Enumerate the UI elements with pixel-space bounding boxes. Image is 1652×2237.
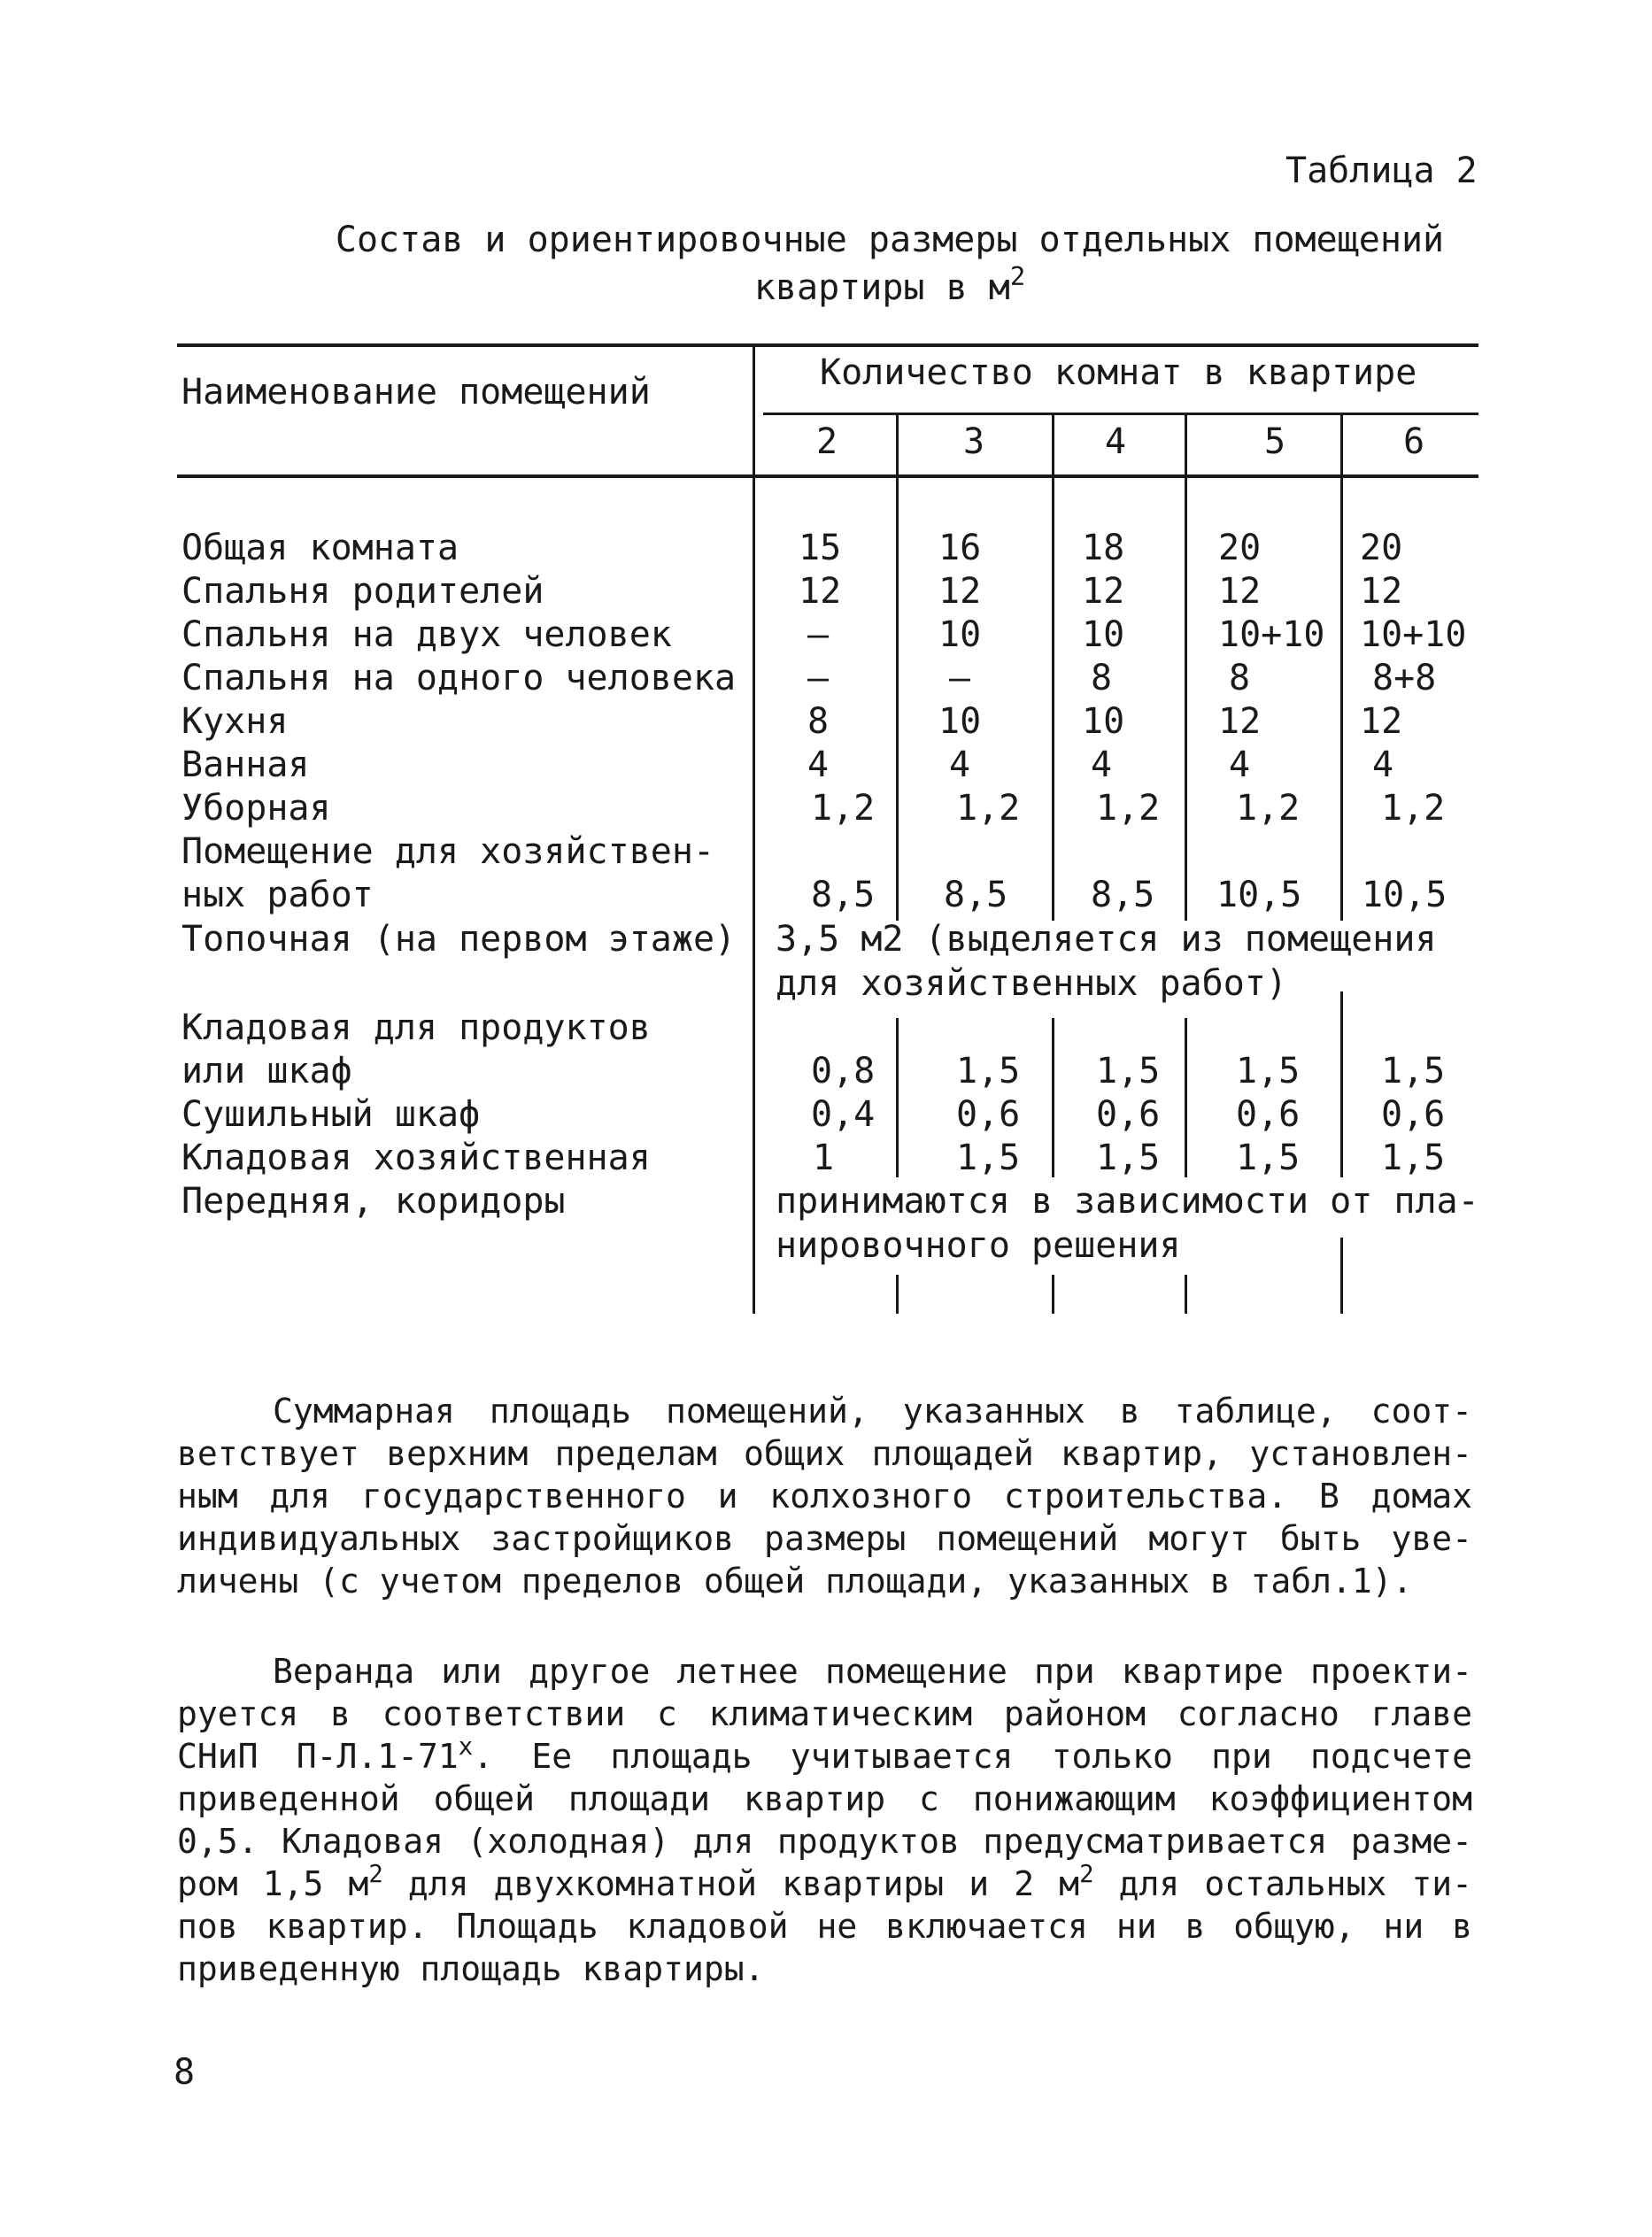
cell-9-5: 1,5 (1236, 1051, 1301, 1092)
header-col-3: 3 (963, 421, 985, 462)
row-note-8-line2: для хозяйственных работ) (776, 963, 1287, 1004)
paragraph-2-line-1: Веранда или другое летнее помещение при квартире проекти- (273, 1652, 1472, 1691)
table-vline-1b (896, 1018, 899, 1177)
cell-3-4: 8 (1091, 658, 1113, 698)
row-note-12-line2: нировочного решения (776, 1225, 1181, 1266)
table-vline-h2 (1052, 414, 1054, 474)
cell-9-4: 1,5 (1096, 1051, 1161, 1092)
row-name-10: Сушильный шкаф (181, 1094, 481, 1135)
cell-3-5: 8 (1229, 658, 1251, 698)
cell-5-3: 4 (949, 744, 971, 785)
header-col-2: 2 (816, 421, 838, 462)
cell-0-6: 20 (1360, 528, 1403, 568)
cell-9-3: 1,5 (956, 1051, 1021, 1092)
cell-0-3: 16 (938, 528, 982, 568)
row-note-12-line1: принимаются в зависимости от пла- (776, 1181, 1479, 1222)
cell-10-6: 0,6 (1381, 1094, 1446, 1135)
header-col-6: 6 (1403, 421, 1425, 462)
paragraph-2-line-3: СНиП $П-Л.1-71^х$. Ее площадь учитывается только при подсчете (177, 1732, 1472, 1776)
cell-5-2: 4 (807, 744, 830, 785)
cell-2-3: 10 (938, 614, 982, 655)
table-top-rule (177, 343, 1478, 347)
cell-11-5: 1,5 (1236, 1138, 1301, 1178)
cell-10-3: 0,6 (956, 1094, 1021, 1135)
table-vline-3c (1185, 1275, 1187, 1314)
cell-3-3: – (949, 658, 971, 698)
table-vline-3b (1185, 1018, 1187, 1177)
cell-5-6: 4 (1372, 744, 1394, 785)
cell-0-4: 18 (1082, 528, 1125, 568)
header-col-5: 5 (1264, 421, 1286, 462)
cell-4-3: 10 (938, 701, 982, 742)
table-subheader-rule (763, 413, 1478, 415)
table-caption-line1: Состав и ориентировочные размеры отдельных помещений (335, 220, 1445, 260)
row-note-8-line1: 3,5 м2 (выделяется из помещения (776, 919, 1437, 960)
row-name-6: Уборная (181, 788, 331, 829)
table-label: Таблица 2 (1285, 150, 1478, 191)
header-room-name: Наименование помещений (181, 372, 651, 413)
row-name-5: Ванная (181, 744, 310, 785)
paragraph-2-line-5: 0,5. Кладовая (холодная) для продуктов предусматривается разме- (177, 1822, 1472, 1861)
header-room-count: Количество комнат в квартире (820, 352, 1417, 393)
cell-11-3: 1,5 (956, 1138, 1021, 1178)
cell-5-5: 4 (1229, 744, 1251, 785)
cell-7-2: 8,5 (811, 875, 876, 915)
cell-3-6: 8+8 (1372, 658, 1437, 698)
cell-11-4: 1,5 (1096, 1138, 1161, 1178)
row-name-12: Передняя, коридоры (181, 1181, 566, 1222)
cell-7-6: 10,5 (1362, 875, 1447, 915)
cell-2-5: 10+10 (1218, 614, 1325, 655)
cell-6-5: 1,2 (1236, 788, 1301, 829)
cell-4-2: 8 (807, 701, 830, 742)
cell-9-6: 1,5 (1381, 1051, 1446, 1092)
cell-6-4: 1,2 (1096, 788, 1161, 829)
row-name-11: Кладовая хозяйственная (181, 1138, 651, 1178)
row-name-7-line2: ных работ (181, 875, 374, 915)
cell-1-5: 12 (1218, 571, 1262, 612)
row-name-3: Спальня на одного человека (181, 658, 737, 698)
table-vline-4b (1340, 991, 1343, 1177)
row-name-7-line1: Помещение для хозяйствен- (181, 831, 715, 872)
table-vline-h1 (896, 414, 899, 474)
cell-5-4: 4 (1091, 744, 1113, 785)
paragraph-2-line-8: приведенную площадь квартиры. (177, 1949, 765, 1988)
cell-7-4: 8,5 (1091, 875, 1155, 915)
table-vline-h3 (1185, 414, 1187, 474)
cell-0-5: 20 (1218, 528, 1262, 568)
cell-7-5: 10,5 (1216, 875, 1302, 915)
cell-4-6: 12 (1360, 701, 1403, 742)
page-number: 8 (174, 2052, 196, 2093)
table-header-bottom-rule (177, 474, 1478, 478)
cell-11-6: 1,5 (1381, 1138, 1446, 1178)
paragraph-2-line-4: приведенной общей площади квартир с понижающим коэффициентом (177, 1779, 1472, 1818)
table-vline-4a (1340, 478, 1343, 921)
paragraph-1-line-2: ветствует верхним пределам общих площадей квартир, установлен- (177, 1434, 1472, 1473)
table-vline-main (753, 347, 755, 1314)
cell-6-6: 1,2 (1381, 788, 1446, 829)
cell-1-3: 12 (938, 571, 982, 612)
paragraph-1-line-1: Суммарная площадь помещений, указанных в таблице, соот- (273, 1392, 1472, 1431)
table-vline-3a (1185, 478, 1187, 921)
table-vline-2b (1052, 1018, 1054, 1177)
table-vline-1a (896, 478, 899, 921)
cell-1-6: 12 (1360, 571, 1403, 612)
cell-4-4: 10 (1082, 701, 1125, 742)
cell-1-4: 12 (1082, 571, 1125, 612)
paragraph-1-line-4: индивидуальных застройщиков размеры помещений могут быть уве- (177, 1519, 1472, 1558)
header-col-4: 4 (1105, 421, 1127, 462)
cell-6-2: 1,2 (811, 788, 876, 829)
paragraph-2-line-7: пов квартир. Площадь кладовой не включается ни в общую, ни в (177, 1907, 1472, 1946)
cell-7-3: 8,5 (944, 875, 1008, 915)
cell-6-3: 1,2 (956, 788, 1021, 829)
cell-11-2: 1 (813, 1138, 835, 1178)
row-name-1: Спальня родителей (181, 571, 544, 612)
cell-2-4: 10 (1082, 614, 1125, 655)
paragraph-2-line-6: ром 1,5 $м^2$ для двухкомнатной квартиры и 2 $м^2$ для остальных ти- (177, 1860, 1472, 1903)
paragraph-1-line-5: личены (с учетом пределов общей площади, указанных в табл.1). (177, 1562, 1413, 1601)
cell-1-2: 12 (799, 571, 842, 612)
table-vline-2a (1052, 478, 1054, 921)
cell-2-2: – (807, 614, 830, 655)
table-caption-line2: квартиры в $м^2$ (753, 261, 1026, 308)
row-name-2: Спальня на двух человек (181, 614, 672, 655)
cell-9-2: 0,8 (811, 1051, 876, 1092)
row-name-9-line2: или шкаф (181, 1051, 352, 1092)
cell-4-5: 12 (1218, 701, 1262, 742)
cell-10-5: 0,6 (1236, 1094, 1301, 1135)
row-name-9-line1: Кладовая для продуктов (181, 1007, 651, 1048)
cell-0-2: 15 (799, 528, 842, 568)
row-name-4: Кухня (181, 701, 289, 742)
table-vline-h4 (1340, 414, 1343, 474)
table-vline-2c (1052, 1275, 1054, 1314)
cell-3-2: – (807, 658, 830, 698)
cell-10-2: 0,4 (811, 1094, 876, 1135)
row-name-8: Топочная (на первом этаже) (181, 919, 737, 960)
cell-10-4: 0,6 (1096, 1094, 1161, 1135)
table-vline-1c (896, 1275, 899, 1314)
row-name-0: Общая комната (181, 528, 459, 568)
table-vline-4c (1340, 1238, 1343, 1314)
paragraph-1-line-3: ным для государственного и колхозного строительства. В домах (177, 1477, 1472, 1516)
paragraph-2-line-2: руется в соответствии с климатическим районом согласно главе (177, 1694, 1472, 1733)
cell-2-6: 10+10 (1360, 614, 1467, 655)
